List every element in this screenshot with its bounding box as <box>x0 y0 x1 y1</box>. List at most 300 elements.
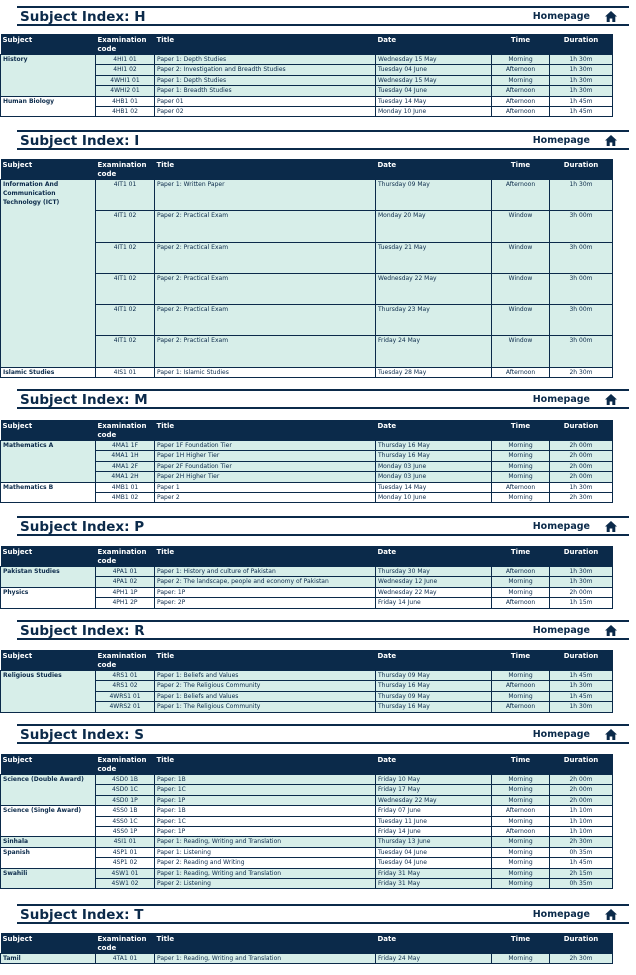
subject-cell: Islamic Studies <box>1 367 96 377</box>
time-cell: Morning <box>492 847 550 857</box>
title-cell: Paper 1: Written Paper <box>155 180 376 211</box>
date-cell: Thursday 13 June <box>376 837 492 847</box>
title-cell: Paper: 1C <box>155 816 376 826</box>
home-icon[interactable] <box>605 625 617 636</box>
duration-cell: 1h 10m <box>550 826 613 836</box>
code-cell: 4PA1 01 <box>96 567 155 577</box>
section-header <box>17 620 629 640</box>
date-cell: Friday 24 May <box>376 336 492 367</box>
time-cell: Afternoon <box>492 180 550 211</box>
time-cell: Morning <box>492 451 550 461</box>
subject-cell: Human Biology <box>1 96 96 117</box>
time-cell: Afternoon <box>492 96 550 106</box>
table-row <box>1 367 613 377</box>
title-cell: Paper: 1C <box>155 785 376 795</box>
time-cell: Morning <box>492 878 550 888</box>
code-cell: 4SD0 1P <box>96 795 155 805</box>
section-m <box>17 389 629 409</box>
code-cell: 4IT1 02 <box>96 211 155 242</box>
duration-cell: 1h 30m <box>550 567 613 577</box>
date-cell: Monday 20 May <box>376 211 492 242</box>
date-cell: Thursday 16 May <box>376 451 492 461</box>
col-date: Date <box>376 159 492 180</box>
date-cell: Wednesday 22 May <box>376 273 492 304</box>
subject-cell: Information And Communication Technology (ICT) <box>1 180 96 368</box>
time-cell: Morning <box>492 775 550 785</box>
table-row <box>1 567 613 577</box>
date-cell: Friday 31 May <box>376 878 492 888</box>
title-cell: Paper 2H Higher Tier <box>155 472 376 482</box>
time-cell: Morning <box>492 837 550 847</box>
title-cell: Paper: 2P <box>155 598 376 608</box>
date-cell: Thursday 09 May <box>376 691 492 701</box>
col-date: Date <box>376 650 492 671</box>
col-date: Date <box>376 420 492 441</box>
title-cell: Paper 1: Reading, Writing and Translation <box>155 868 376 878</box>
subject-cell: Mathematics A <box>1 441 96 483</box>
title-cell: Paper 2: Practical Exam <box>155 273 376 304</box>
section-header <box>17 389 629 409</box>
time-cell: Morning <box>492 671 550 681</box>
code-cell: 4WRS1 01 <box>96 691 155 701</box>
exam-table-h <box>0 34 613 117</box>
title-cell: Paper 1: Depth Studies <box>155 55 376 65</box>
code-cell: 4PH1 2P <box>96 598 155 608</box>
code-cell: 4TA1 01 <box>96 954 155 964</box>
section-header <box>17 724 629 744</box>
exam-table-i <box>0 159 613 378</box>
home-icon[interactable] <box>605 394 617 405</box>
section-t <box>17 904 629 924</box>
col-exam-code: Examination code <box>96 754 155 775</box>
col-exam-code: Examination code <box>96 420 155 441</box>
time-cell: Morning <box>492 472 550 482</box>
col-duration: Duration <box>550 754 613 775</box>
duration-cell: 2h 30m <box>550 367 613 377</box>
subject-cell: History <box>1 55 96 97</box>
subject-cell: Sinhala <box>1 837 96 847</box>
code-cell: 4IT1 02 <box>96 305 155 336</box>
date-cell: Thursday 16 May <box>376 702 492 712</box>
code-cell: 4SS0 1B <box>96 806 155 816</box>
code-cell: 4MB1 02 <box>96 492 155 502</box>
date-cell: Friday 14 June <box>376 598 492 608</box>
col-subject: Subject <box>1 546 96 567</box>
section-header <box>17 130 629 150</box>
title-cell: Paper 2F Foundation Tier <box>155 461 376 471</box>
title-cell: Paper 02 <box>155 106 376 116</box>
col-title: Title <box>155 546 376 567</box>
col-title: Title <box>155 159 376 180</box>
code-cell: 4SI1 01 <box>96 837 155 847</box>
homepage-link[interactable]: Homepage <box>532 11 590 22</box>
table-row <box>1 806 613 816</box>
col-duration: Duration <box>550 933 613 954</box>
date-cell: Monday 03 June <box>376 472 492 482</box>
duration-cell: 1h 30m <box>550 702 613 712</box>
duration-cell: 3h 00m <box>550 242 613 273</box>
duration-cell: 1h 30m <box>550 681 613 691</box>
time-cell: Afternoon <box>492 65 550 75</box>
title-cell: Paper 2: Practical Exam <box>155 336 376 367</box>
title-cell: Paper 2: Practical Exam <box>155 242 376 273</box>
title-cell: Paper 1H Higher Tier <box>155 451 376 461</box>
table-row <box>1 671 613 681</box>
col-subject: Subject <box>1 754 96 775</box>
date-cell: Friday 31 May <box>376 868 492 878</box>
title-cell: Paper 2: Practical Exam <box>155 305 376 336</box>
time-cell: Afternoon <box>492 806 550 816</box>
time-cell: Morning <box>492 587 550 597</box>
duration-cell: 3h 00m <box>550 305 613 336</box>
date-cell: Friday 17 May <box>376 785 492 795</box>
date-cell: Wednesday 12 June <box>376 577 492 587</box>
duration-cell: 1h 45m <box>550 858 613 868</box>
col-time: Time <box>492 754 550 775</box>
title-cell: Paper: 1B <box>155 775 376 785</box>
title-cell: Paper 2: Reading and Writing <box>155 858 376 868</box>
date-cell: Monday 10 June <box>376 492 492 502</box>
col-exam-code: Examination code <box>96 34 155 55</box>
table-row <box>1 96 613 106</box>
exam-table-t <box>0 933 613 964</box>
title-cell: Paper 1: Depth Studies <box>155 75 376 85</box>
code-cell: 4SP1 01 <box>96 847 155 857</box>
subject-cell: Science (Single Award) <box>1 806 96 837</box>
duration-cell: 2h 30m <box>550 954 613 964</box>
code-cell: 4IS1 01 <box>96 367 155 377</box>
code-cell: 4SW1 02 <box>96 878 155 888</box>
time-cell: Window <box>492 273 550 304</box>
title-cell: Paper 1: Beliefs and Values <box>155 691 376 701</box>
exam-table-s <box>0 754 613 889</box>
col-duration: Duration <box>550 159 613 180</box>
title-cell: Paper: 1P <box>155 826 376 836</box>
exam-table-p <box>0 546 613 609</box>
title-cell: Paper 1F Foundation Tier <box>155 441 376 451</box>
home-icon[interactable] <box>605 521 617 532</box>
section-title: Subject Index: T <box>20 907 144 923</box>
duration-cell: 1h 10m <box>550 806 613 816</box>
exam-table-r <box>0 650 613 713</box>
code-cell: 4SS0 1P <box>96 826 155 836</box>
home-icon[interactable] <box>605 909 617 920</box>
time-cell: Afternoon <box>492 826 550 836</box>
section-i <box>17 130 629 150</box>
duration-cell: 1h 45m <box>550 106 613 116</box>
date-cell: Friday 07 June <box>376 806 492 816</box>
date-cell: Tuesday 04 June <box>376 858 492 868</box>
title-cell: Paper 1: Islamic Studies <box>155 367 376 377</box>
date-cell: Tuesday 04 June <box>376 86 492 96</box>
table-row <box>1 837 613 847</box>
subject-cell: Pakistan Studies <box>1 567 96 588</box>
table-row <box>1 55 613 65</box>
homepage-link[interactable]: Homepage <box>532 135 590 146</box>
time-cell: Morning <box>492 75 550 85</box>
date-cell: Wednesday 22 May <box>376 795 492 805</box>
homepage-link[interactable]: Homepage <box>532 625 590 636</box>
date-cell: Tuesday 14 May <box>376 96 492 106</box>
duration-cell: 2h 30m <box>550 837 613 847</box>
col-subject: Subject <box>1 34 96 55</box>
date-cell: Friday 10 May <box>376 775 492 785</box>
col-time: Time <box>492 420 550 441</box>
time-cell: Morning <box>492 55 550 65</box>
code-cell: 4HI1 01 <box>96 55 155 65</box>
time-cell: Afternoon <box>492 567 550 577</box>
code-cell: 4WRS2 01 <box>96 702 155 712</box>
col-exam-code: Examination code <box>96 546 155 567</box>
title-cell: Paper 2: The landscape, people and economy of Pakistan <box>155 577 376 587</box>
section-title: Subject Index: R <box>20 623 145 639</box>
table-row <box>1 847 613 857</box>
date-cell: Tuesday 14 May <box>376 482 492 492</box>
section-title: Subject Index: H <box>20 9 146 25</box>
duration-cell: 1h 45m <box>550 96 613 106</box>
homepage-link[interactable]: Homepage <box>532 729 590 740</box>
code-cell: 4WHI2 01 <box>96 86 155 96</box>
section-header <box>17 6 629 26</box>
title-cell: Paper 2 <box>155 492 376 502</box>
title-cell: Paper 2: Practical Exam <box>155 211 376 242</box>
table-row <box>1 587 613 597</box>
title-cell: Paper: 1P <box>155 587 376 597</box>
time-cell: Window <box>492 336 550 367</box>
duration-cell: 3h 00m <box>550 273 613 304</box>
code-cell: 4PA1 02 <box>96 577 155 587</box>
col-title: Title <box>155 34 376 55</box>
col-time: Time <box>492 159 550 180</box>
title-cell: Paper 2: The Religious Community <box>155 681 376 691</box>
title-cell: Paper 1: Beliefs and Values <box>155 671 376 681</box>
date-cell: Thursday 23 May <box>376 305 492 336</box>
code-cell: 4IT1 02 <box>96 242 155 273</box>
duration-cell: 0h 35m <box>550 847 613 857</box>
section-s <box>17 724 629 744</box>
date-cell: Tuesday 21 May <box>376 242 492 273</box>
homepage-link[interactable]: Homepage <box>532 521 590 532</box>
code-cell: 4MB1 01 <box>96 482 155 492</box>
col-exam-code: Examination code <box>96 159 155 180</box>
col-date: Date <box>376 34 492 55</box>
date-cell: Thursday 16 May <box>376 441 492 451</box>
col-subject: Subject <box>1 420 96 441</box>
duration-cell: 2h 00m <box>550 785 613 795</box>
date-cell: Friday 24 May <box>376 954 492 964</box>
exam-table-m <box>0 420 613 503</box>
subject-cell: Physics <box>1 587 96 608</box>
time-cell: Window <box>492 211 550 242</box>
duration-cell: 0h 35m <box>550 878 613 888</box>
code-cell: 4MA1 2F <box>96 461 155 471</box>
time-cell: Window <box>492 242 550 273</box>
subject-cell: Science (Double Award) <box>1 775 96 806</box>
duration-cell: 2h 00m <box>550 795 613 805</box>
duration-cell: 1h 30m <box>550 180 613 211</box>
col-exam-code: Examination code <box>96 933 155 954</box>
col-duration: Duration <box>550 650 613 671</box>
table-row <box>1 868 613 878</box>
time-cell: Morning <box>492 492 550 502</box>
code-cell: 4PH1 1P <box>96 587 155 597</box>
time-cell: Morning <box>492 691 550 701</box>
subject-cell: Mathematics B <box>1 482 96 503</box>
title-cell: Paper 1: History and culture of Pakistan <box>155 567 376 577</box>
title-cell: Paper 1: Reading, Writing and Translation <box>155 837 376 847</box>
time-cell: Morning <box>492 816 550 826</box>
code-cell: 4SD0 1B <box>96 775 155 785</box>
date-cell: Tuesday 11 June <box>376 816 492 826</box>
code-cell: 4SS0 1C <box>96 816 155 826</box>
table-row <box>1 954 613 964</box>
time-cell: Afternoon <box>492 367 550 377</box>
code-cell: 4MA1 2H <box>96 472 155 482</box>
time-cell: Afternoon <box>492 86 550 96</box>
duration-cell: 1h 15m <box>550 598 613 608</box>
col-exam-code: Examination code <box>96 650 155 671</box>
time-cell: Afternoon <box>492 598 550 608</box>
code-cell: 4IT1 02 <box>96 273 155 304</box>
section-title: Subject Index: P <box>20 519 145 535</box>
code-cell: 4HI1 02 <box>96 65 155 75</box>
col-title: Title <box>155 754 376 775</box>
home-icon[interactable] <box>605 11 617 22</box>
duration-cell: 1h 30m <box>550 75 613 85</box>
col-time: Time <box>492 933 550 954</box>
subject-cell: Religious Studies <box>1 671 96 713</box>
section-header <box>17 904 629 924</box>
date-cell: Thursday 30 May <box>376 567 492 577</box>
duration-cell: 2h 00m <box>550 451 613 461</box>
col-date: Date <box>376 754 492 775</box>
time-cell: Morning <box>492 577 550 587</box>
date-cell: Thursday 09 May <box>376 180 492 211</box>
date-cell: Wednesday 15 May <box>376 55 492 65</box>
date-cell: Thursday 16 May <box>376 681 492 691</box>
title-cell: Paper 1: Breadth Studies <box>155 86 376 96</box>
time-cell: Morning <box>492 868 550 878</box>
time-cell: Morning <box>492 795 550 805</box>
title-cell: Paper: 1B <box>155 806 376 816</box>
time-cell: Afternoon <box>492 702 550 712</box>
duration-cell: 1h 30m <box>550 86 613 96</box>
date-cell: Tuesday 28 May <box>376 367 492 377</box>
col-time: Time <box>492 650 550 671</box>
time-cell: Morning <box>492 461 550 471</box>
code-cell: 4MA1 1H <box>96 451 155 461</box>
code-cell: 4SP1 02 <box>96 858 155 868</box>
table-row <box>1 482 613 492</box>
col-subject: Subject <box>1 933 96 954</box>
col-time: Time <box>492 546 550 567</box>
col-duration: Duration <box>550 34 613 55</box>
title-cell: Paper 1: The Religious Community <box>155 702 376 712</box>
duration-cell: 1h 10m <box>550 816 613 826</box>
duration-cell: 2h 30m <box>550 492 613 502</box>
date-cell: Thursday 09 May <box>376 671 492 681</box>
section-title: Subject Index: S <box>20 727 144 743</box>
section-p <box>17 516 629 536</box>
section-h <box>17 6 629 26</box>
col-subject: Subject <box>1 650 96 671</box>
home-icon[interactable] <box>605 729 617 740</box>
col-subject: Subject <box>1 159 96 180</box>
duration-cell: 2h 00m <box>550 775 613 785</box>
title-cell: Paper 2: Listening <box>155 878 376 888</box>
homepage-link[interactable]: Homepage <box>532 394 590 405</box>
date-cell: Monday 03 June <box>376 461 492 471</box>
time-cell: Morning <box>492 441 550 451</box>
time-cell: Window <box>492 305 550 336</box>
code-cell: 4WHI1 01 <box>96 75 155 85</box>
code-cell: 4SW1 01 <box>96 868 155 878</box>
col-title: Title <box>155 650 376 671</box>
code-cell: 4SD0 1C <box>96 785 155 795</box>
code-cell: 4HB1 01 <box>96 96 155 106</box>
duration-cell: 2h 00m <box>550 472 613 482</box>
title-cell: Paper 1: Listening <box>155 847 376 857</box>
col-duration: Duration <box>550 546 613 567</box>
table-row <box>1 441 613 451</box>
time-cell: Afternoon <box>492 482 550 492</box>
date-cell: Tuesday 04 June <box>376 65 492 75</box>
duration-cell: 2h 15m <box>550 868 613 878</box>
code-cell: 4MA1 1F <box>96 441 155 451</box>
col-time: Time <box>492 34 550 55</box>
duration-cell: 1h 45m <box>550 671 613 681</box>
homepage-link[interactable]: Homepage <box>532 909 590 920</box>
title-cell: Paper 1 <box>155 482 376 492</box>
title-cell: Paper: 1P <box>155 795 376 805</box>
code-cell: 4HB1 02 <box>96 106 155 116</box>
table-row <box>1 180 613 211</box>
section-r <box>17 620 629 640</box>
time-cell: Morning <box>492 858 550 868</box>
col-date: Date <box>376 546 492 567</box>
code-cell: 4IT1 02 <box>96 336 155 367</box>
title-cell: Paper 01 <box>155 96 376 106</box>
time-cell: Morning <box>492 954 550 964</box>
time-cell: Afternoon <box>492 106 550 116</box>
subject-cell: Tamil <box>1 954 96 964</box>
home-icon[interactable] <box>605 135 617 146</box>
code-cell: 4RS1 01 <box>96 671 155 681</box>
subject-cell: Swahili <box>1 868 96 889</box>
date-cell: Monday 10 June <box>376 106 492 116</box>
duration-cell: 1h 30m <box>550 482 613 492</box>
duration-cell: 3h 00m <box>550 211 613 242</box>
time-cell: Morning <box>492 785 550 795</box>
section-title: Subject Index: I <box>20 133 140 149</box>
col-duration: Duration <box>550 420 613 441</box>
duration-cell: 3h 00m <box>550 336 613 367</box>
date-cell: Tuesday 04 June <box>376 847 492 857</box>
col-date: Date <box>376 933 492 954</box>
date-cell: Friday 14 June <box>376 826 492 836</box>
duration-cell: 1h 45m <box>550 691 613 701</box>
subject-cell: Spanish <box>1 847 96 868</box>
code-cell: 4IT1 01 <box>96 180 155 211</box>
duration-cell: 2h 00m <box>550 587 613 597</box>
col-title: Title <box>155 933 376 954</box>
duration-cell: 2h 00m <box>550 461 613 471</box>
duration-cell: 1h 30m <box>550 577 613 587</box>
section-title: Subject Index: M <box>20 392 148 408</box>
duration-cell: 2h 00m <box>550 441 613 451</box>
table-row <box>1 775 613 785</box>
section-header <box>17 516 629 536</box>
